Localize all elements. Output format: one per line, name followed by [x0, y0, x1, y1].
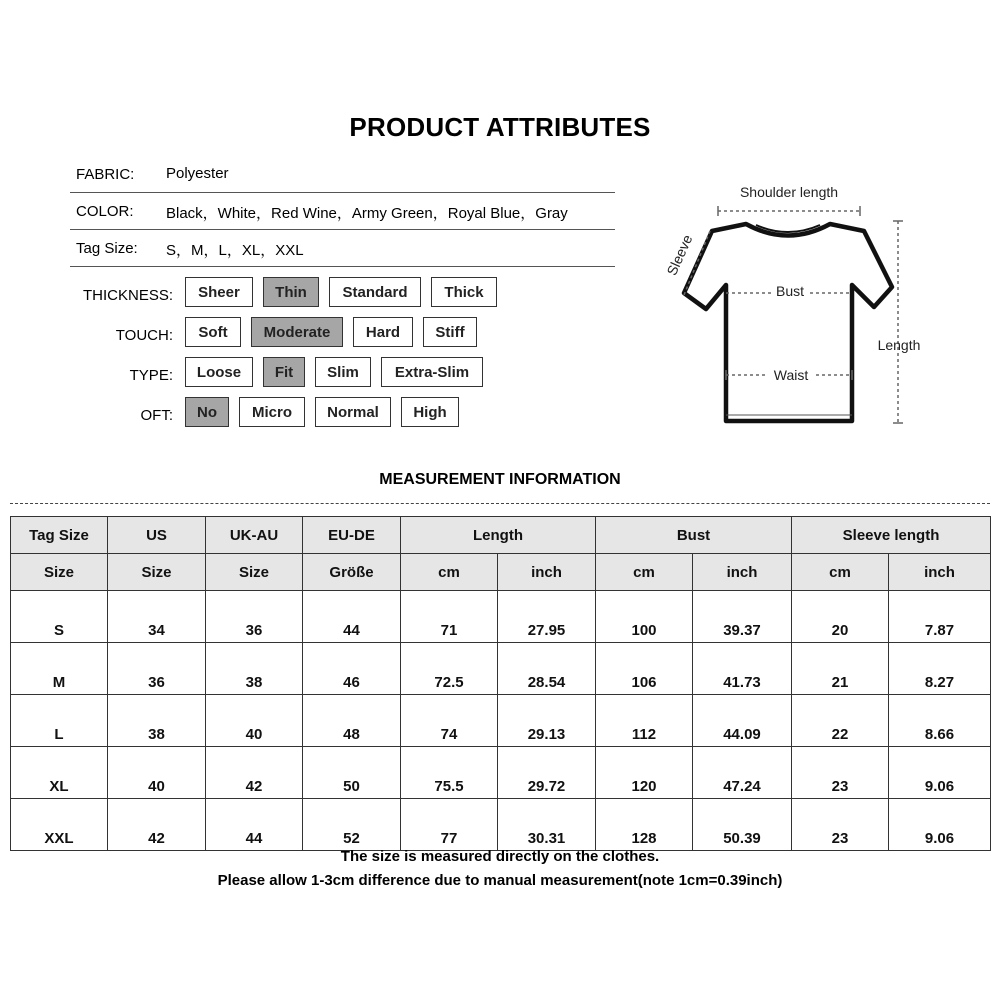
fabric-value: Polyester [166, 165, 229, 182]
table-cell: 106 [596, 643, 693, 695]
table-cell: 72.5 [401, 643, 498, 695]
table-cell: S [11, 591, 108, 643]
table-subheader-cell: Size [206, 554, 303, 591]
thickness-label: THICKNESS: [82, 287, 173, 304]
oft-option-high[interactable]: High [401, 397, 459, 427]
table-cell: 28.54 [498, 643, 596, 695]
table-row [11, 643, 991, 695]
thickness-option-thick[interactable]: Thick [431, 277, 497, 307]
waist-label: Waist [773, 367, 809, 383]
touch-option-soft[interactable]: Soft [185, 317, 241, 347]
table-cell: 77 [401, 799, 498, 851]
table-subheader-cell: Größe [303, 554, 401, 591]
table-cell: 46 [303, 643, 401, 695]
table-cell: 29.72 [498, 747, 596, 799]
table-cell: 50.39 [693, 799, 792, 851]
table-cell: 36 [206, 591, 303, 643]
table-header-cell: US [108, 517, 206, 554]
table-subheader-cell: inch [498, 554, 596, 591]
divider [70, 192, 615, 193]
oft-options [185, 397, 459, 427]
divider [70, 266, 615, 267]
type-option-extra-slim[interactable]: Extra-Slim [381, 357, 483, 387]
table-cell: 9.06 [889, 747, 991, 799]
bust-label: Bust [775, 283, 805, 299]
oft-option-micro[interactable]: Micro [239, 397, 305, 427]
type-options [185, 357, 483, 387]
table-subheader-cell: inch [889, 554, 991, 591]
table-cell: 75.5 [401, 747, 498, 799]
table-cell: 52 [303, 799, 401, 851]
table-cell: 7.87 [889, 591, 991, 643]
table-cell: 41.73 [693, 643, 792, 695]
touch-option-hard[interactable]: Hard [353, 317, 413, 347]
page-title: PRODUCT ATTRIBUTES [349, 112, 651, 142]
type-option-slim[interactable]: Slim [315, 357, 371, 387]
fabric-label: FABRIC: [76, 166, 135, 183]
table-cell: 40 [206, 695, 303, 747]
table-cell: 128 [596, 799, 693, 851]
table-cell: 21 [792, 643, 889, 695]
table-cell: 112 [596, 695, 693, 747]
table-header-cell: UK-AU [206, 517, 303, 554]
touch-option-stiff[interactable]: Stiff [423, 317, 477, 347]
table-cell: 36 [108, 643, 206, 695]
table-subheader-cell: cm [792, 554, 889, 591]
table-header-cell: Bust [596, 517, 792, 554]
table-cell: 8.27 [889, 643, 991, 695]
table-cell: 39.37 [693, 591, 792, 643]
table-header-cell: EU-DE [303, 517, 401, 554]
table-cell: 47.24 [693, 747, 792, 799]
oft-option-no[interactable]: No [185, 397, 229, 427]
type-label: TYPE: [129, 367, 173, 384]
table-cell: 38 [206, 643, 303, 695]
table-cell: 38 [108, 695, 206, 747]
table-header-row [11, 517, 991, 554]
touch-label: TOUCH: [115, 327, 173, 344]
measurement-table [10, 516, 991, 851]
table-header-cell: Sleeve length [792, 517, 991, 554]
table-cell: 71 [401, 591, 498, 643]
color-label: COLOR: [76, 203, 134, 220]
table-body [11, 591, 991, 851]
color-value: Black，White，Red Wine，Army Green，Royal Blue，Gray [166, 205, 568, 222]
oft-label: OFT: [140, 407, 173, 424]
tshirt-diagram [660, 175, 940, 435]
measurement-title: MEASUREMENT INFORMATION [379, 471, 621, 488]
table-cell: 120 [596, 747, 693, 799]
table-cell: 44 [206, 799, 303, 851]
table-header-cell: Length [401, 517, 596, 554]
sleeve-label: Sleeve [663, 232, 696, 278]
table-cell: 50 [303, 747, 401, 799]
tshirt-outline-icon [684, 224, 892, 421]
table-cell: 40 [108, 747, 206, 799]
table-cell: 29.13 [498, 695, 596, 747]
table-cell: 74 [401, 695, 498, 747]
shoulder-length-label: Shoulder length [739, 184, 839, 200]
type-option-loose[interactable]: Loose [185, 357, 253, 387]
table-subheader-cell: cm [596, 554, 693, 591]
table-header-cell: Tag Size [11, 517, 108, 554]
table-cell: M [11, 643, 108, 695]
thickness-option-sheer[interactable]: Sheer [185, 277, 253, 307]
table-cell: 8.66 [889, 695, 991, 747]
table-cell: 22 [792, 695, 889, 747]
table-row [11, 799, 991, 851]
table-cell: 9.06 [889, 799, 991, 851]
table-cell: 42 [108, 799, 206, 851]
table-cell: XXL [11, 799, 108, 851]
table-subheader-cell: Size [11, 554, 108, 591]
note-line-1: The size is measured directly on the clothes. [340, 848, 660, 865]
tag-size-value: S，M，L，XL，XXL [166, 242, 304, 259]
table-cell: 34 [108, 591, 206, 643]
table-cell: 42 [206, 747, 303, 799]
table-cell: 30.31 [498, 799, 596, 851]
table-cell: 27.95 [498, 591, 596, 643]
table-row [11, 695, 991, 747]
type-option-fit[interactable]: Fit [263, 357, 305, 387]
table-subheader-cell: cm [401, 554, 498, 591]
table-cell: 44.09 [693, 695, 792, 747]
table-row [11, 591, 991, 643]
table-row [11, 747, 991, 799]
table-cell: 48 [303, 695, 401, 747]
table-cell: 20 [792, 591, 889, 643]
table-cell: 100 [596, 591, 693, 643]
table-subheader-row [11, 554, 991, 591]
thickness-options [185, 277, 497, 307]
length-label: Length [877, 337, 921, 353]
table-subheader-cell: Size [108, 554, 206, 591]
touch-option-moderate[interactable]: Moderate [251, 317, 343, 347]
touch-options [185, 317, 477, 347]
dashed-divider [10, 503, 990, 504]
tag-size-label: Tag Size: [76, 240, 138, 257]
table-cell: L [11, 695, 108, 747]
divider [70, 229, 615, 230]
thickness-option-standard[interactable]: Standard [329, 277, 421, 307]
thickness-option-thin[interactable]: Thin [263, 277, 319, 307]
table-cell: 23 [792, 799, 889, 851]
oft-option-normal[interactable]: Normal [315, 397, 391, 427]
table-cell: 44 [303, 591, 401, 643]
note-line-2: Please allow 1-3cm difference due to manual measurement(note 1cm=0.39inch) [217, 872, 783, 889]
table-cell: 23 [792, 747, 889, 799]
table-cell: XL [11, 747, 108, 799]
table-subheader-cell: inch [693, 554, 792, 591]
